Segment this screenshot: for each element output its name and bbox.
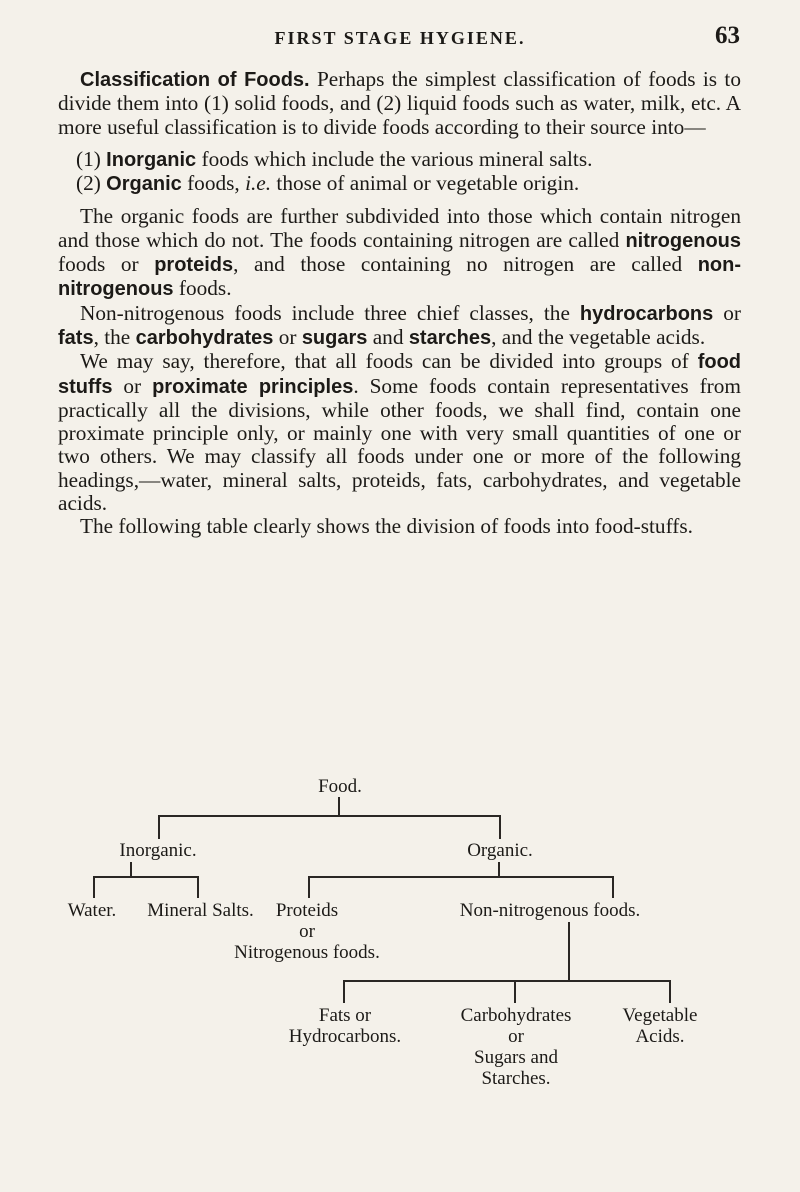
connector-line <box>93 876 199 878</box>
tree-node-fats: Fats or Hydrocarbons. <box>288 1005 402 1047</box>
paragraph-table-intro: The following table clearly shows the division of foods into food-stuffs. <box>80 514 693 539</box>
paragraph-classification: Classification of Foods. Perhaps the simplest classification of foods is to divide them into (1) solid foods, and (2) liquid foods such as water, milk, etc. A more useful classification is to divide foods according to their source into— <box>58 67 742 139</box>
tree-node-mineral-salts: Mineral Salts. <box>147 900 254 921</box>
connector-line <box>308 876 310 898</box>
paragraph-non-nitrogenous: Non-nitrogenous foods include three chief classes, the hydrocarbons or fats, the carbohydrates or sugars and starches, and the vegetable acids. <box>58 300 741 349</box>
connector-line <box>338 797 340 815</box>
list-item-inorganic: (1) Inorganic foods which include the various mineral salts. <box>76 146 593 171</box>
list-item-organic: (2) Organic foods, i.e. those of animal or vegetable origin. <box>76 171 580 196</box>
tree-node-water: Water. <box>67 900 117 921</box>
connector-line <box>158 815 500 817</box>
section-heading: Classification of Foods. <box>80 69 310 91</box>
connector-line <box>308 876 614 878</box>
connector-line <box>514 980 516 1003</box>
page-number: 63 <box>715 22 740 49</box>
connector-line <box>130 862 132 876</box>
connector-line <box>158 815 160 839</box>
tree-node-carbohydrates: Carbohydrates or Sugars and Starches. <box>460 1005 572 1089</box>
connector-line <box>499 815 501 839</box>
connector-line <box>568 922 570 980</box>
connector-line <box>498 862 500 876</box>
tree-node-organic: Organic. <box>467 840 533 861</box>
tree-node-proteids: Proteids or Nitrogenous foods. <box>234 900 380 963</box>
paragraph-organic-foods: The organic foods are further subdivided into those which contain nitrogen and those which do not. The foods containing nitrogen are called nitrogenous foods or proteids, and those containing no nitrogen are called non-nitrogenous foods. <box>58 204 741 301</box>
connector-line <box>197 876 199 898</box>
running-title: FIRST STAGE HYGIENE. <box>274 28 526 48</box>
tree-node-inorganic: Inorganic. <box>119 840 197 861</box>
connector-line <box>669 980 671 1003</box>
tree-node-food: Food. <box>318 776 362 797</box>
connector-line <box>93 876 95 898</box>
tree-node-non-nitrogenous: Non-nitrogenous foods. <box>459 900 641 921</box>
paragraph-food-stuffs: We may say, therefore, that all foods can be divided into groups of food stuffs or proximate principles. Some foods contain representatives from practically all the divisions, while other foods, we shall find, contain one proximate principle only, or mainly one with very small quantities of one or two others. We may classify all foods under one or more of the following headings,—water, mineral salts, proteids, fats, carbohydrates, and vegetable acids. <box>58 349 741 516</box>
connector-line <box>343 980 345 1003</box>
connector-line <box>612 876 614 898</box>
connector-line <box>343 980 671 982</box>
tree-node-vegetable-acids: Vegetable Acids. <box>622 1005 698 1047</box>
